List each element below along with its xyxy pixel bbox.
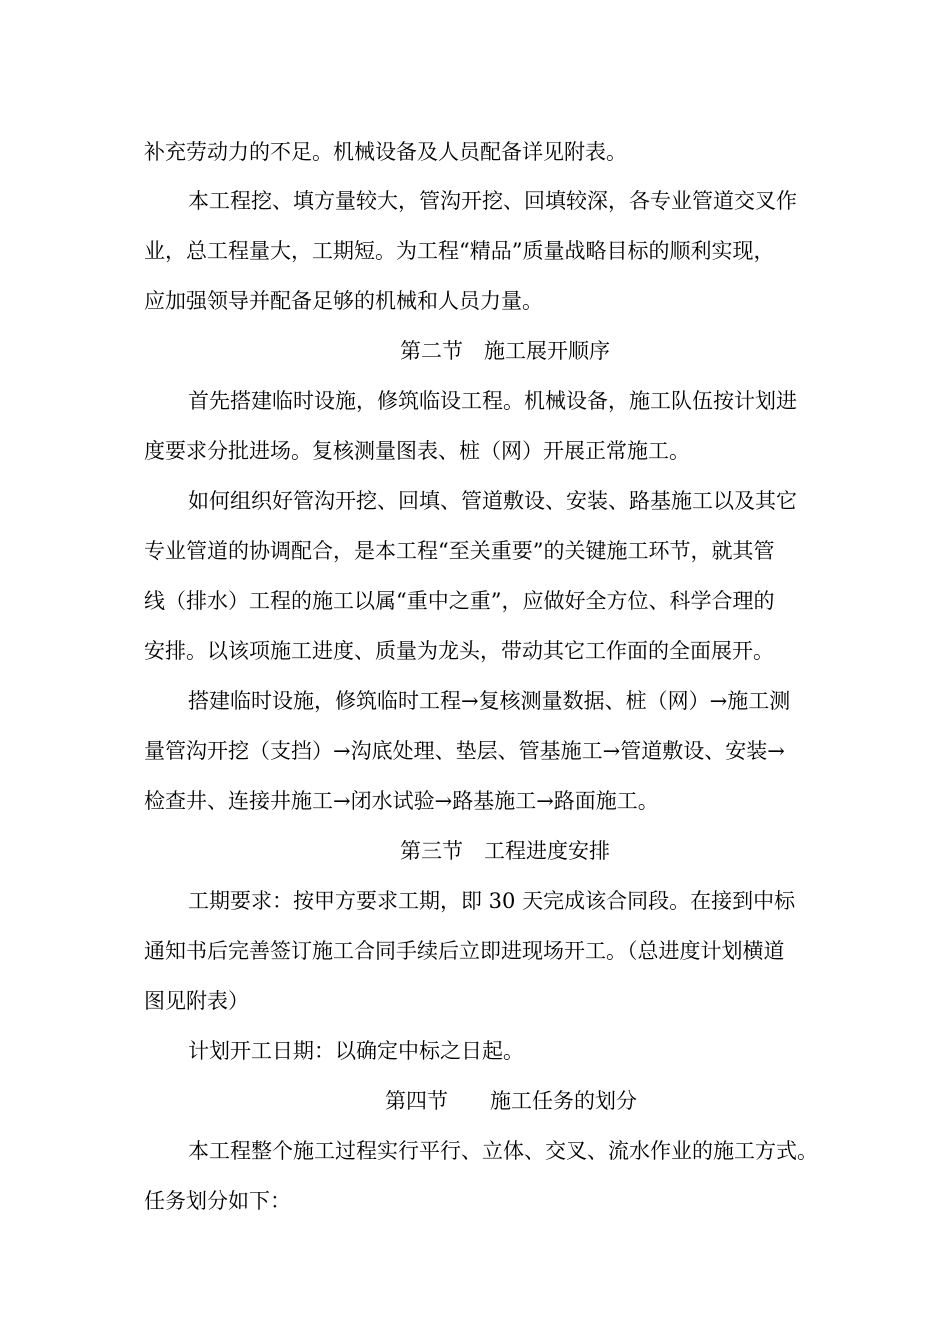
paragraph-line: 通知书后完善签订施工合同手续后立即进现场开工。（总进度计划横道	[144, 939, 785, 963]
paragraph-line: 本工程挖、填方量较大，管沟开挖、回填较深，各专业管道交叉作	[188, 189, 797, 213]
section-heading-4: 第四节 施工任务的划分	[385, 1089, 637, 1113]
paragraph-line: 图见附表）	[144, 989, 249, 1013]
paragraph-line: 专业管道的协调配合，是本工程“至关重要”的关键施工环节，就其管	[144, 539, 775, 563]
paragraph-line: 安排。以该项施工进度、质量为龙头，带动其它工作面的全面展开。	[144, 639, 774, 663]
section-heading-3: 第三节 工程进度安排	[400, 839, 610, 863]
paragraph-line: 量管沟开挖（支挡）→沟底处理、垫层、管基施工→管道敷设、安装→	[144, 739, 785, 763]
paragraph-line: 业，总工程量大，工期短。为工程“精品”质量战略目标的顺利实现，	[144, 239, 775, 263]
paragraph-line: 本工程整个施工过程实行平行、立体、交叉、流水作业的施工方式。	[188, 1139, 818, 1163]
paragraph-line: 工期要求：按甲方要求工期，即 30 天完成该合同段。在接到中标	[188, 889, 796, 913]
paragraph-line: 首先搭建临时设施，修筑临设工程。机械设备，施工队伍按计划进	[188, 389, 797, 413]
paragraph-line: 补充劳动力的不足。机械设备及人员配备详见附表。	[144, 140, 627, 164]
paragraph-line: 度要求分批进场。复核测量图表、桩（网）开展正常施工。	[144, 439, 690, 463]
paragraph-line: 计划开工日期：以确定中标之日起。	[188, 1039, 524, 1063]
paragraph-line: 搭建临时设施，修筑临时工程→复核测量数据、桩（网）→施工测	[188, 689, 791, 713]
paragraph-line: 如何组织好管沟开挖、回填、管道敷设、安装、路基施工以及其它	[188, 489, 797, 513]
paragraph-line: 线（排水）工程的施工以属“重中之重”，应做好全方位、科学合理的	[144, 589, 775, 613]
paragraph-line: 检查井、连接井施工→闭水试验→路基施工→路面施工。	[144, 789, 659, 813]
paragraph-line: 应加强领导并配备足够的机械和人员力量。	[144, 289, 543, 313]
paragraph-line: 任务划分如下：	[144, 1189, 291, 1213]
section-heading-2: 第二节 施工展开顺序	[400, 339, 610, 363]
